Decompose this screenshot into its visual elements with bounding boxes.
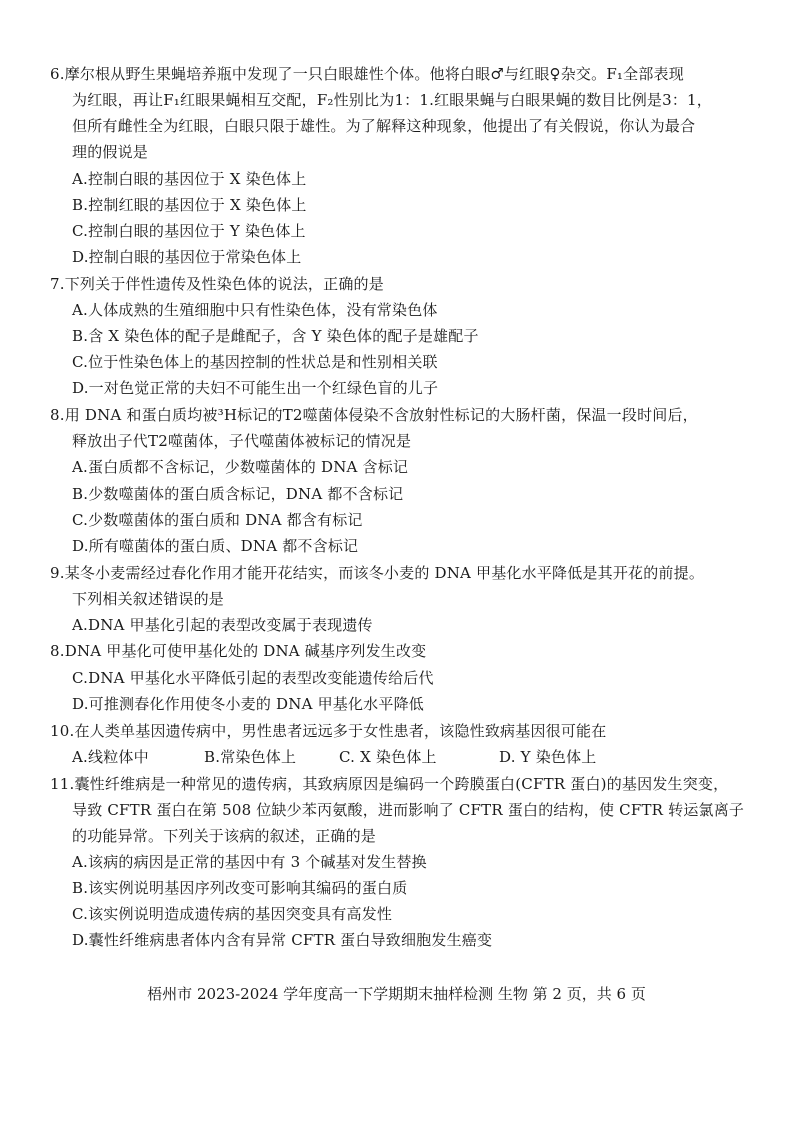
- q11-stem-line3: 的功能异常。下列关于该病的叙述，正确的是: [72, 827, 377, 845]
- q8-option-c: C.少数噬菌体的蛋白质和 DNA 都含有标记: [72, 511, 363, 529]
- q11-stem-line1: 11.囊性纤维病是一种常见的遗传病，其致病原因是编码一个跨膜蛋白(CFTR 蛋白)的基因发生突变，: [50, 775, 729, 793]
- q9-option-c: C.DNA 甲基化水平降低引起的表型改变能遗传给后代: [72, 669, 434, 687]
- q10-option-d: D. Y 染色体上: [499, 748, 597, 766]
- q7-stem-line1: 7.下列关于伴性遗传及性染色体的说法，正确的是: [50, 275, 384, 293]
- q8-option-b: B.少数噬菌体的蛋白质含标记，DNA 都不含标记: [72, 485, 404, 503]
- q11-stem-line2: 导致 CFTR 蛋白在第 508 位缺少苯丙氨酸，进而影响了 CFTR 蛋白的结构，使 CFTR 转运氯离子: [72, 801, 745, 819]
- q10-option-b: B.常染色体上: [204, 748, 297, 766]
- q9-stem-line2: 下列相关叙述错误的是: [72, 590, 225, 608]
- q6-option-c: C.控制白眼的基因位于 Y 染色体上: [72, 222, 306, 240]
- q6-option-a: A.控制白眼的基因位于 X 染色体上: [72, 170, 307, 188]
- q10-options-row: [72, 747, 597, 767]
- q6-stem-line3: 但所有雌性全为红眼，白眼只限于雄性。为了解释这种现象，他提出了有关假说，你认为最合: [72, 117, 696, 135]
- q10-option-c: C. X 染色体上: [339, 748, 437, 766]
- q11-option-a: A.该病的病因是正常的基因中有 3 个碱基对发生替换: [72, 853, 427, 871]
- q10-stem-line1: 10.在人类单基因遗传病中，男性患者远远多于女性患者，该隐性致病基因很可能在: [50, 722, 607, 740]
- q6-option-d: D.控制白眼的基因位于常染色体上: [72, 248, 302, 266]
- q11-option-b: B.该实例说明基因序列改变可影响其编码的蛋白质: [72, 879, 408, 897]
- q7-option-c: C.位于性染色体上的基因控制的性状总是和性别相关联: [72, 353, 438, 371]
- q9-option-b: 8.DNA 甲基化可使甲基化处的 DNA 碱基序列发生改变: [50, 642, 427, 660]
- q8-option-d: D.所有噬菌体的蛋白质、DNA 都不含标记: [72, 537, 359, 555]
- q7-option-d: D.一对色觉正常的夫妇不可能生出一个红绿色盲的儿子: [72, 379, 439, 397]
- q6-stem-line2: 为红眼，再让F₁红眼果蝇相互交配，F₂性别比为1：1.红眼果蝇与白眼果蝇的数目比例是3：1，: [72, 91, 712, 109]
- q9-option-a: A.DNA 甲基化引起的表型改变属于表现遗传: [72, 616, 373, 634]
- q10-option-a: A.线粒体中: [72, 748, 149, 766]
- q6-option-b: B.控制红眼的基因位于 X 染色体上: [72, 196, 307, 214]
- page-footer: 梧州市 2023-2024 学年度高一下学期期末抽样检测 生物 第 2 页，共 6 页: [147, 985, 646, 1003]
- q8-stem-line1: 8.用 DNA 和蛋白质均被³H标记的T2噬菌体侵染不含放射性标记的大肠杆菌，保温一段时间后，: [50, 406, 698, 424]
- q6-stem-line1: 6.摩尔根从野生果蝇培养瓶中发现了一只白眼雄性个体。他将白眼♂与红眼♀杂交。F₁全部表现: [50, 65, 684, 83]
- q6-stem-line4: 理的假说是: [72, 143, 149, 161]
- q7-option-b: B.含 X 染色体的配子是雌配子，含 Y 染色体的配子是雄配子: [72, 327, 479, 345]
- q9-stem-line1: 9.某冬小麦需经过春化作用才能开花结实，而该冬小麦的 DNA 甲基化水平降低是其开花的前提。: [50, 564, 705, 582]
- q8-option-a: A.蛋白质都不含标记，少数噬菌体的 DNA 含标记: [72, 458, 409, 476]
- q8-stem-line2: 释放出子代T2噬菌体，子代噬菌体被标记的情况是: [72, 432, 412, 450]
- q9-option-d: D.可推测春化作用使冬小麦的 DNA 甲基化水平降低: [72, 695, 424, 713]
- q11-option-d: D.囊性纤维病患者体内含有异常 CFTR 蛋白导致细胞发生癌变: [72, 931, 493, 949]
- q11-option-c: C.该实例说明造成遗传病的基因突变具有高发性: [72, 905, 393, 923]
- q7-option-a: A.人体成熟的生殖细胞中只有性染色体，没有常染色体: [72, 301, 438, 319]
